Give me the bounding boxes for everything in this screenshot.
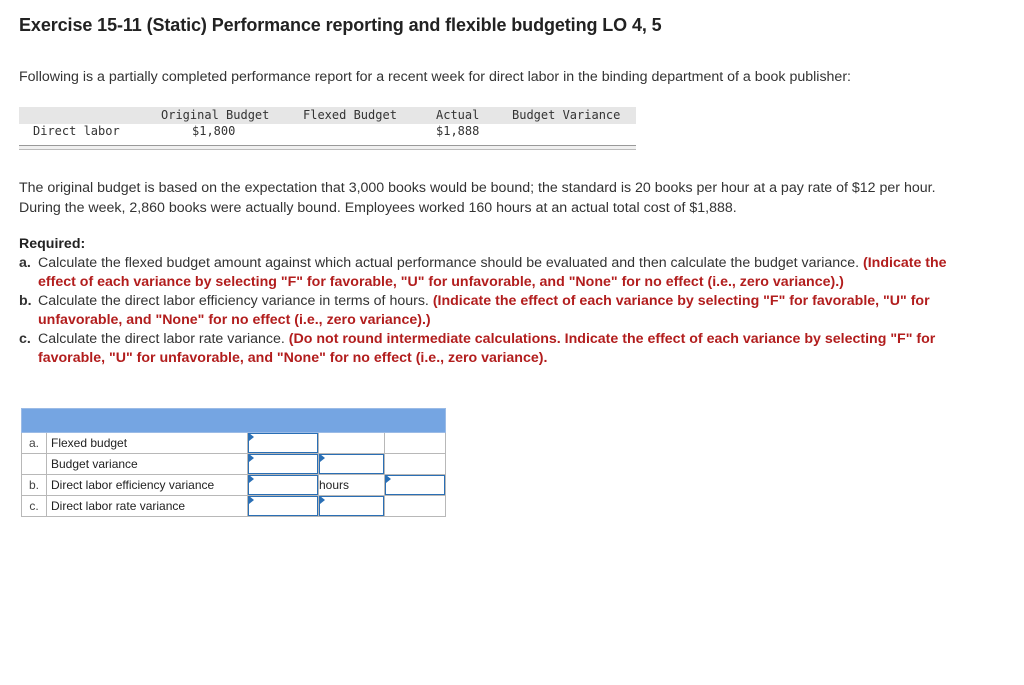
row-label: Budget variance	[47, 454, 248, 475]
efficiency-variance-hours-input[interactable]	[248, 475, 319, 496]
item-instruction: (Indicate the effect of each variance by selecting "F" for favorable, "U" for unfavorable, and "None" for no effect (i.e., zero variance).)	[38, 293, 930, 328]
empty-cell	[385, 433, 446, 454]
rate-variance-effect-select[interactable]	[319, 496, 385, 517]
col-budget-variance: Budget Variance	[512, 108, 621, 122]
flexed-budget-amount-input[interactable]	[248, 433, 319, 454]
input-box[interactable]	[319, 496, 384, 516]
input-box[interactable]	[248, 433, 318, 453]
empty-cell	[385, 454, 446, 475]
input-box[interactable]	[248, 496, 318, 516]
answer-row-efficiency-variance	[22, 475, 446, 496]
item-instruction: (Do not round intermediate calculations. Indicate the effect of each variance by selecting "F" for favorable, "U" for unfavorable, and "None" for no effect (i.e., zero variance).	[38, 331, 936, 366]
input-box[interactable]	[248, 475, 318, 495]
budget-variance-effect-select[interactable]	[319, 454, 385, 475]
col-actual: Actual	[436, 108, 480, 122]
required-list	[19, 254, 954, 368]
item-instruction: (Indicate the effect of each variance by selecting "F" for favorable, "U" for unfavorable, and "None" for no effect (i.e., zero variance).)	[38, 255, 947, 290]
hours-unit-label: hours	[319, 475, 385, 496]
actual-value: $1,888	[436, 124, 480, 138]
intro-text: Following is a partially completed performance report for a recent week for direct labor in the binding department of a book publisher:	[19, 69, 851, 85]
answer-grid-header	[22, 409, 446, 433]
row-label: Direct labor	[33, 124, 120, 138]
row-letter: c.	[22, 496, 47, 517]
row-label: Flexed budget	[47, 433, 248, 454]
input-box[interactable]	[319, 454, 384, 474]
item-text: Calculate the flexed budget amount against which actual performance should be evaluated and then calculate the budget variance.	[38, 255, 864, 271]
col-original-budget: Original Budget	[161, 108, 270, 122]
answer-row-budget-variance	[22, 454, 446, 475]
item-marker: c.	[19, 331, 31, 347]
answer-row-rate-variance	[22, 496, 446, 517]
efficiency-variance-effect-select[interactable]	[385, 475, 446, 496]
report-row-direct-labor	[19, 124, 636, 141]
answer-row-flexed-budget	[22, 433, 446, 454]
row-label: Direct labor efficiency variance	[47, 475, 248, 496]
exercise-title: Exercise 15-11 (Static) Performance reporting and flexible budgeting LO 4, 5	[19, 15, 662, 35]
item-marker: a.	[19, 255, 31, 271]
report-divider	[19, 145, 636, 150]
answer-grid-header-band	[22, 409, 446, 433]
report-header	[19, 107, 636, 124]
rate-variance-amount-input[interactable]	[248, 496, 319, 517]
input-box[interactable]	[385, 475, 445, 495]
empty-cell	[385, 496, 446, 517]
row-letter: a.	[22, 433, 47, 454]
input-box[interactable]	[248, 454, 318, 474]
item-text: Calculate the direct labor rate variance.	[38, 331, 289, 347]
item-marker: b.	[19, 293, 32, 309]
original-budget-value: $1,800	[192, 124, 236, 138]
budget-variance-amount-input[interactable]	[248, 454, 319, 475]
required-item-a	[19, 254, 954, 292]
required-item-b	[19, 292, 954, 330]
problem-paragraph: The original budget is based on the expectation that 3,000 books would be bound; the standard is 20 books per hour at a pay rate of $12 per hour. During the week, 2,860 books were actually bound. Employees worked 160 hours at an actual total cost of $1,888.	[19, 180, 936, 216]
item-text: Calculate the direct labor efficiency variance in terms of hours.	[38, 293, 433, 309]
row-label: Direct labor rate variance	[47, 496, 248, 517]
col-flexed-budget: Flexed Budget	[303, 108, 397, 122]
row-letter	[22, 454, 47, 475]
row-letter: b.	[22, 475, 47, 496]
required-item-c	[19, 330, 954, 368]
required-heading: Required:	[19, 236, 86, 252]
empty-cell	[319, 433, 385, 454]
performance-report	[19, 107, 636, 141]
answer-grid	[21, 408, 446, 517]
